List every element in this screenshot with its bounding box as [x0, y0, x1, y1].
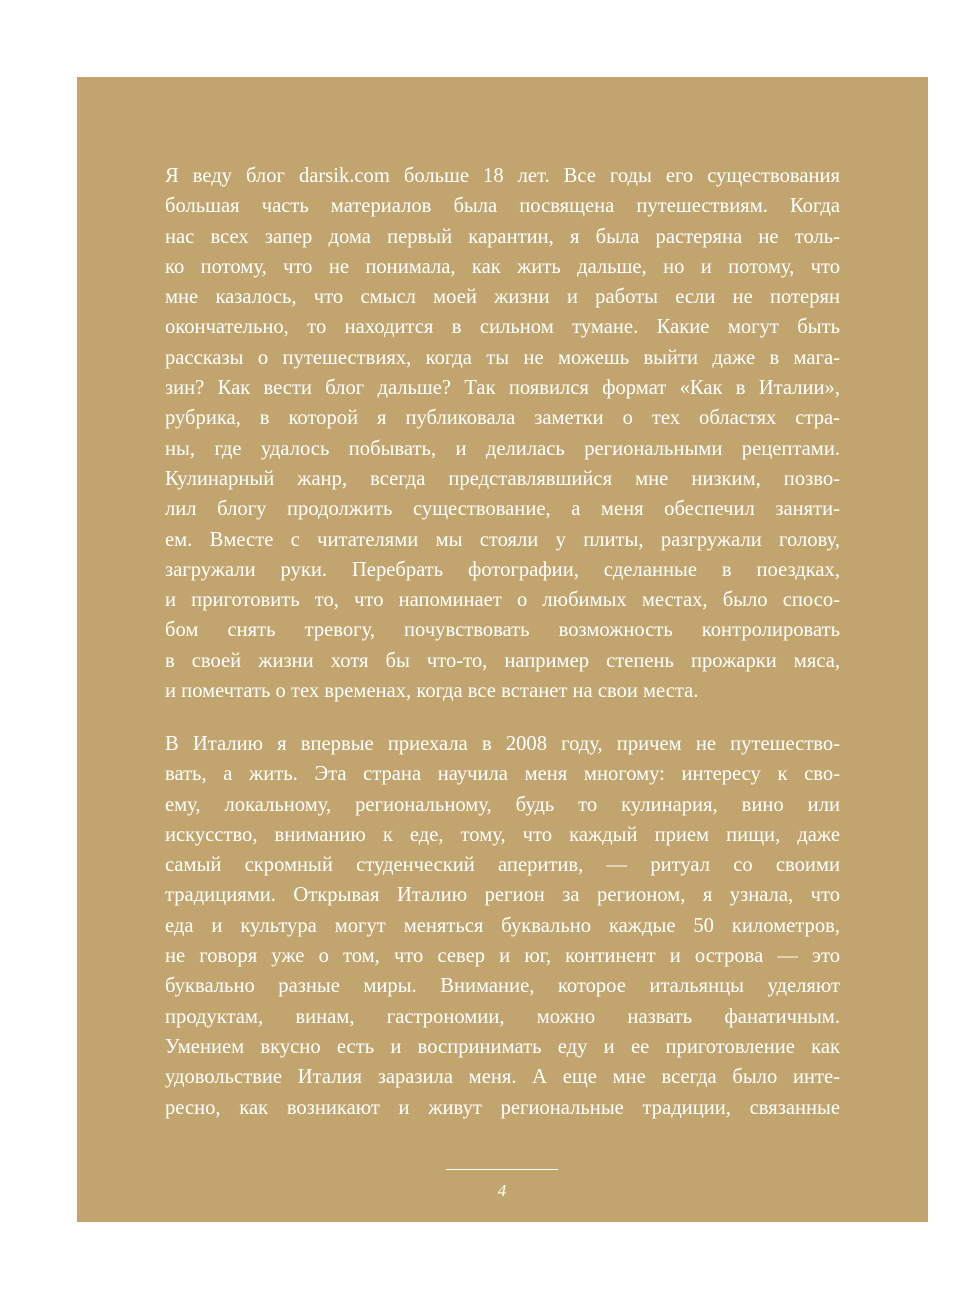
- paragraph-line: буквально разные миры. Внимание, которое итальянцы уделяют: [165, 975, 840, 998]
- paragraph-line: не говоря уже о том, что север и юг, континент и острова — это: [165, 945, 840, 968]
- paragraph-line: большая часть материалов была посвящена путешествиям. Когда: [165, 195, 840, 218]
- paragraph-line: самый скромный студенческий аперитив, — ритуал со своими: [165, 854, 840, 877]
- paragraph-line: Умением вкусно есть и воспринимать еду и ее приготовление как: [165, 1035, 840, 1058]
- paragraph-line: искусство, вниманию к еде, тому, что каждый прием пищи, даже: [165, 823, 840, 846]
- paragraph-line: В Италию я впервые приехала в 2008 году, причем не путешество-: [165, 733, 840, 755]
- paragraph-line: еда и культура могут меняться буквально каждые 50 километров,: [165, 914, 840, 937]
- paragraph-line: рубрика, в которой я публиковала заметки о тех областях стра-: [165, 407, 840, 430]
- paragraph-line: вать, а жить. Эта страна научила меня многому: интересу к сво-: [165, 763, 840, 786]
- paragraph-line: в своей жизни хотя бы что-то, например степень прожарки мяса,: [165, 649, 840, 672]
- paragraph-line: ко потому, что не понимала, как жить дальше, но и потому, что: [165, 255, 840, 278]
- paragraph-line: ны, где удалось побывать, и делилась региональными рецептами.: [165, 437, 840, 460]
- paragraph-line: нас всех запер дома первый карантин, я была растеряна не толь-: [165, 225, 840, 248]
- paragraph-line: и помечтать о тех временах, когда все встанет на свои места.: [165, 680, 699, 703]
- paragraph-line: окончательно, то находится в сильном тумане. Какие могут быть: [165, 316, 840, 339]
- paragraph-2: [165, 729, 840, 1123]
- paragraph-line: лил блогу продолжить существование, а меня обеспечил заняти-: [165, 498, 840, 521]
- paragraph-line: и приготовить то, что напоминает о любимых местах, было спосо-: [165, 589, 840, 612]
- paragraph-line: мне казалось, что смысл моей жизни и работы если не потерян: [165, 286, 840, 309]
- page-number: 4: [497, 1181, 507, 1200]
- page-panel: [77, 77, 928, 1222]
- paragraph-line: зин? Как вести блог дальше? Так появился формат «Как в Италии»,: [165, 377, 840, 400]
- paragraph-line: ем. Вместе с читателями мы стояли у плиты, разгружали голову,: [165, 528, 840, 551]
- paragraph-line: Кулинарный жанр, всегда представлявшийся мне низким, позво-: [165, 467, 840, 490]
- paragraph-line: традициями. Открывая Италию регион за регионом, я узнала, что: [165, 884, 840, 907]
- paragraph-line: загружали руки. Перебрать фотографии, сделанные в поездках,: [165, 558, 840, 581]
- paragraph-line: бом снять тревогу, почувствовать возможность контролировать: [165, 619, 840, 642]
- paragraph-1: [165, 161, 840, 706]
- paragraph-line: ресно, как возникают и живут региональные традиции, связанные: [165, 1096, 840, 1119]
- paragraph-line: удовольствие Италия заразила меня. А еще мне всегда было инте-: [165, 1066, 840, 1089]
- paragraph-line: продуктам, винам, гастрономии, можно назвать фанатичным.: [165, 1005, 840, 1028]
- paragraph-line: ему, локальному, региональному, будь то кулинария, вино или: [165, 793, 840, 816]
- footer-divider: [446, 1169, 558, 1170]
- paragraph-line: рассказы о путешествиях, когда ты не можешь выйти даже в мага-: [165, 346, 840, 369]
- paragraph-line: Я веду блог darsik.com больше 18 лет. Все годы его существования: [165, 165, 840, 187]
